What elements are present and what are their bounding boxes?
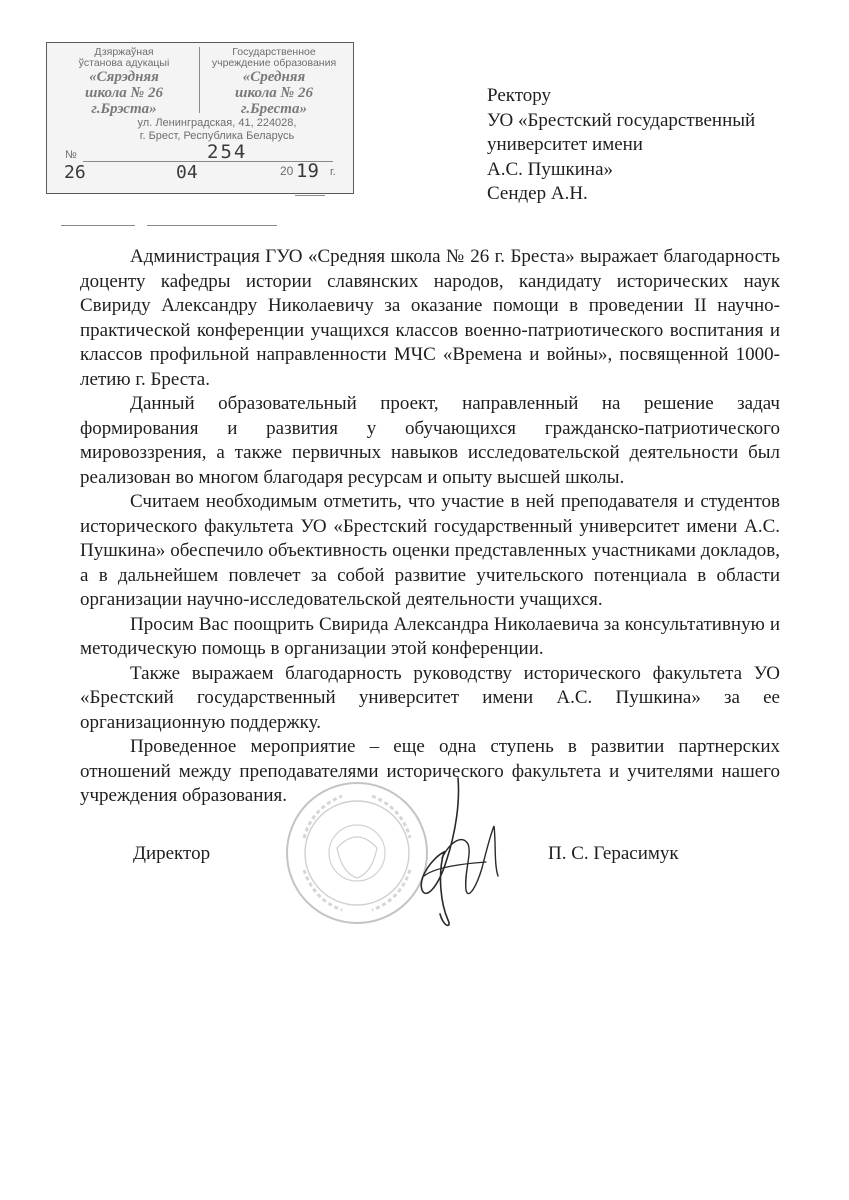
stamp-date-month: 04 [176,162,198,183]
stamp-line: «Сярэдняя [89,69,159,85]
body-paragraph: Проведенное мероприятие – еще одна ступень в развитии партнерских отношений между преподавателями исторического факультета и учителями нашего учреждения образования. [80,736,780,806]
stamp-line: г.Брэста» [91,101,157,117]
stamp-year-handwritten: 19 [296,160,319,182]
body-paragraph: Также выражаем благодарность руководству исторического факультета УО «Брестский государственный университет имени А.С. Пушкина» за ее организационную поддержку. [80,662,780,733]
stamp-line: Дзяржаўная [94,46,154,58]
stamp-line: школа № 26 [234,85,314,101]
stamp-year-prefix: 20 [280,164,294,178]
addressee-block [487,84,817,207]
stamp-number-value: 254 [207,141,248,163]
stamp-address-line: г. Брест, Республика Беларусь [139,130,295,142]
stamp-number-label: № [65,149,77,161]
stamp-address-line: ул. Ленинградская, 41, 224028, [137,117,297,129]
addressee-line: Ректору [487,85,552,106]
addressee-line: УО «Брестский государственный [487,109,756,131]
stamp-day-line [61,225,135,226]
stamp-line: «Средняя [242,69,306,85]
signature-row [0,843,849,873]
stamp-line: ўстанова адукацыі [78,57,170,69]
stamp-line: школа № 26 [84,85,164,101]
stamp-line: учреждение образования [211,57,337,69]
addressee-line: А.С. Пушкина» [487,158,613,180]
stamp-year-line [295,195,325,196]
body-paragraph: Считаем необходимым отметить, что участие в ней преподавателя и студентов исторического факультета УО «Брестский государственный университет имени А.С. Пушкина» обеспечило объективность оценки представленных участниками докладов, а в дальнейшем повлечет за собой развитие учительского потенциала в области организации научно-исследовательской деятельности учащихся. [80,491,780,610]
stamp-belarusian-name [49,47,199,117]
signatory-position: Директор [133,843,211,864]
stamp-year-suffix: г. [330,166,336,178]
body-paragraph: Данный образовательный проект, направленный на решение задач формирования и развития у обучающихся гражданско-патриотического мировоззрения, а также первичных навыков исследовательской деятельности был реализован во многом благодаря ресурсам и опыту высшей школы. [80,393,780,488]
stamp-month-line [147,225,277,226]
signatory-name: П. С. Герасимук [548,843,679,864]
stamp-date-day: 26 [64,162,86,183]
stamp-line: г.Бреста» [241,101,307,117]
stamp-line: Государственное [232,46,316,58]
addressee-line: Сендер А.Н. [487,183,588,204]
addressee-line: университет имени [487,134,643,155]
body-paragraph: Администрация ГУО «Средняя школа № 26 г. Бреста» выражает благодарность доценту кафедры истории славянских народов, кандидату исторических наук Свириду Александру Николаевичу за оказание помощи в проведении II научно-практической конференции учащихся классов военно-патриотического воспитания и классов профильной направленности МЧС «Времена и войны», посвященной 1000-летию г. Бреста. [80,246,780,390]
stamp-russian-name [199,47,349,117]
letter-body [80,245,780,809]
body-paragraph: Просим Вас поощрить Свирида Александра Николаевича за консультативную и методическую помощь в организации этой конференции. [80,613,780,659]
stamp-address [97,117,337,143]
